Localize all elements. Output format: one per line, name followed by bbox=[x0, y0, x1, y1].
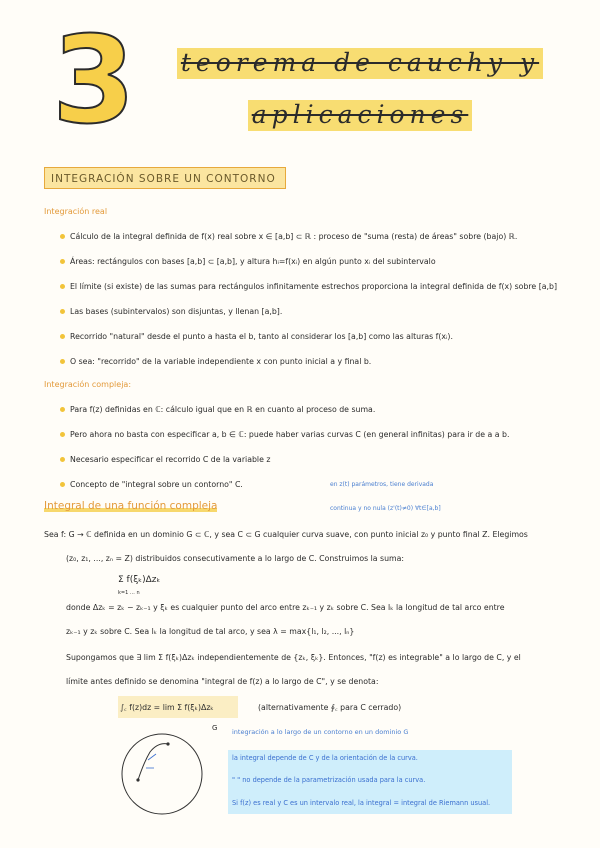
bullet-dot bbox=[60, 284, 65, 289]
paragraph-3: donde Δzₖ = zₖ − zₖ₋₁ y ξₖ es cualquier punto del arco entre zₖ₋₁ y zₖ sobre C. Sea lₖ la longitud de tal arco entre bbox=[66, 603, 505, 612]
end-point bbox=[166, 742, 169, 745]
bullet-dot bbox=[60, 309, 65, 314]
bullet-dot bbox=[60, 407, 65, 412]
bullet-dot bbox=[60, 432, 65, 437]
paragraph-5: Supongamos que ∃ lim Σ f(ξₖ)Δzₖ independientemente de {zₖ, ξₖ}. Entonces, "f(z) es integrable" a lo largo de C, y el bbox=[66, 653, 521, 662]
title-line-2: aplicaciones bbox=[160, 100, 560, 129]
integral-alternative: (alternativamente ∮꜀ para C cerrado) bbox=[258, 703, 402, 712]
complex-bullet-4: Concepto de "integral sobre un contorno" C. bbox=[70, 480, 243, 489]
section-heading-complex-integral: Integral de una función compleja bbox=[44, 500, 218, 512]
real-bullet-1: Cálculo de la integral definida de f(x) real sobre x ∈ [a,b] ⊂ ℝ : proceso de "suma (resta) de áreas" sobre (bajo) ℝ. bbox=[70, 232, 518, 241]
paragraph-1: Sea f: G → ℂ definida en un dominio G ⊂ ℂ, y sea C ⊂ G cualquier curva suave, con punto inicial z₀ y punto final Z. Elegimos bbox=[44, 530, 528, 539]
bullet-dot bbox=[60, 334, 65, 339]
complex-bullet-1: Para f(z) definidas en ℂ: cálculo igual que en ℝ en cuanto al proceso de suma. bbox=[70, 405, 376, 414]
diagram-label-g: G bbox=[212, 724, 218, 732]
domain-circle bbox=[122, 734, 202, 814]
paragraph-6: límite antes definido se denomina "integral de f(z) a lo largo de C", y se denota: bbox=[66, 677, 379, 686]
integral-definition: ∫꜀ f(z)dz = lim Σ f(ξₖ)Δzₖ bbox=[120, 703, 214, 712]
bullet-dot bbox=[60, 457, 65, 462]
contour-curve bbox=[138, 744, 168, 780]
bullet-dot bbox=[60, 234, 65, 239]
real-bullet-4: Las bases (subintervalos) son disjuntas, y llenan [a,b]. bbox=[70, 307, 283, 316]
diagram-caption: integración a lo largo de un contorno en un dominio G bbox=[232, 728, 409, 736]
subheading-complex: Integración compleja: bbox=[44, 380, 132, 389]
bullet-dot bbox=[60, 259, 65, 264]
section-heading-contour: INTEGRACIÓN SOBRE UN CONTORNO bbox=[44, 167, 286, 189]
real-bullet-6: O sea: "recorrido" de la variable independiente x con punto inicial a y final b. bbox=[70, 357, 372, 366]
sum-limits: k=1 … n bbox=[118, 590, 140, 596]
real-bullet-5: Recorrido "natural" desde el punto a hasta el b, tanto al considerar los [a,b] como las alturas f(xᵢ). bbox=[70, 332, 453, 341]
sum-formula: Σ f(ξₖ)Δzₖ bbox=[118, 575, 161, 585]
paragraph-2: (z₀, z₁, ..., zₙ = Z) distribuidos consecutivamente a lo largo de C. Construimos la suma: bbox=[66, 554, 405, 563]
real-bullet-2: Áreas: rectángulos con bases [a,b] ⊂ [a,b], y altura hᵢ=f(xᵢ) en algún punto xᵢ del subintervalo bbox=[70, 257, 436, 266]
delta-arrow bbox=[148, 754, 156, 760]
paragraph-4: zₖ₋₁ y zₖ sobre C. Sea lₖ la longitud de tal arco, y sea λ = max{l₁, l₂, ..., lₙ} bbox=[66, 627, 355, 636]
chapter-number: 3 bbox=[52, 12, 136, 151]
real-bullet-3: El límite (si existe) de las sumas para rectángulos infinitamente estrechos proporciona la integral definida de f(x) sobre [a,b] bbox=[70, 282, 558, 291]
bullet-dot bbox=[60, 359, 65, 364]
blue-note-1: la integral depende de C y de la orientación de la curva. bbox=[232, 754, 418, 762]
title-line-1: teorema de cauchy y bbox=[160, 48, 560, 77]
complex-bullet-3: Necesario especificar el recorrido C de la variable z bbox=[70, 455, 271, 464]
subheading-real: Integración real bbox=[44, 207, 108, 216]
complex-bullet-2: Pero ahora no basta con especificar a, b ∈ ℂ: puede haber varias curvas C (en general infinitas) para ir de a a b. bbox=[70, 430, 510, 439]
start-point bbox=[136, 778, 139, 781]
contour-diagram bbox=[110, 722, 220, 832]
margin-note-1: en z(t) parámetros, tiene derivada bbox=[330, 481, 434, 488]
blue-note-3: Si f(z) es real y C es un intervalo real, la integral = integral de Riemann usual. bbox=[232, 799, 491, 807]
bullet-dot bbox=[60, 482, 65, 487]
margin-note-2: continua y no nula (z'(t)≠0) ∀t∈[a,b] bbox=[330, 505, 441, 512]
blue-note-2: " " no depende de la parametrización usada para la curva. bbox=[232, 776, 426, 784]
